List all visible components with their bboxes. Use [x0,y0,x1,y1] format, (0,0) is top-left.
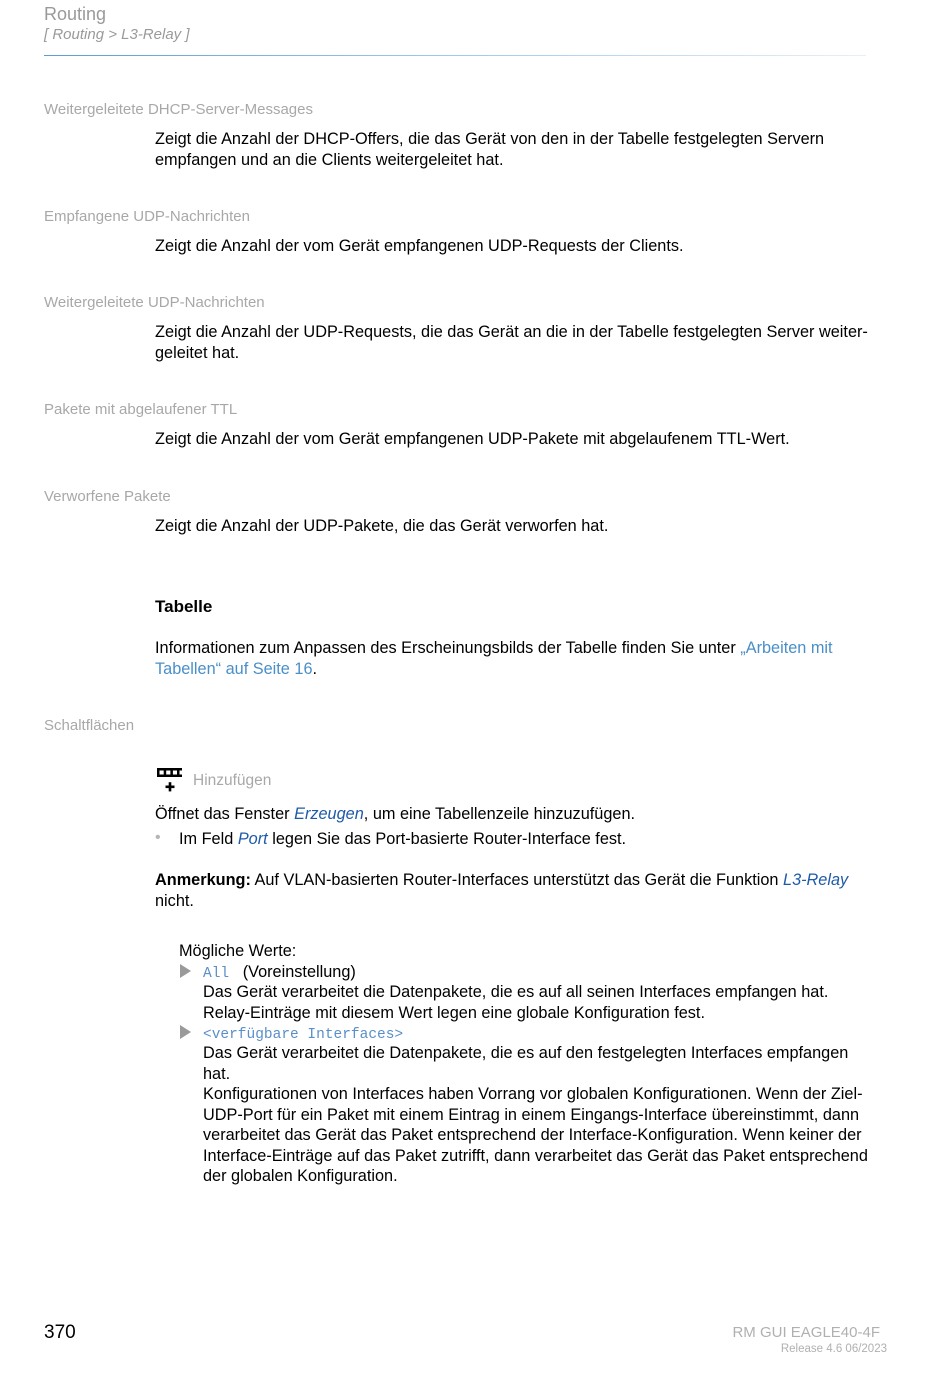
section-text-dropped: Zeigt die Anzahl der UDP-Pakete, die das Gerät verworfen hat. [155,517,609,535]
section-text-dhcp-forwarded: Zeigt die Anzahl der DHCP-Offers, die das Gerät von den in der Tabelle festgelegten Servern empfangen und an die Clients weitergeleitet hat. [155,130,825,169]
section-text-ttl-expired: Zeigt die Anzahl der vom Gerät empfangenen UDP-Pakete mit abgelaufenem TTL-Wert. [155,430,790,448]
value-interfaces-code: <verfügbare Interfaces> [203,1027,404,1043]
section-label-dhcp-forwarded: Weitergeleitete DHCP-Server-Messages [44,101,313,118]
bullet-dot: • [155,829,161,846]
note-label: Anmerkung: [155,871,251,889]
value-all: All (Voreinstellung) [203,963,356,982]
value-all-desc: Das Gerät verarbeitet die Datenpakete, die es auf all seinen Interfaces empfangen hat. Relay-Einträge mit diesem Wert legen eine globale Konfiguration fest. [203,983,829,1022]
breadcrumb: [ Routing > L3-Relay ] [44,26,190,43]
section-label-ttl-expired: Pakete mit abgelaufener TTL [44,401,238,418]
port-field-description: Im Feld Port legen Sie das Port-basierte Router-Interface fest. [179,830,627,848]
add-button-label[interactable]: Hinzufügen [193,772,272,789]
add-row-icon[interactable] [155,766,185,794]
table-heading: Tabelle [155,597,213,616]
triangle-bullet-icon [180,1025,191,1039]
document-id: RM GUI EAGLE40-4F [732,1324,880,1341]
triangle-bullet-icon [180,964,191,978]
value-all-code: All [203,966,230,982]
release-info: Release 4.6 06/2023 [780,1343,887,1355]
section-text-udp-forwarded: Zeigt die Anzahl der UDP-Requests, die das Gerät an die in der Tabelle festgelegten Server weiter-geleitet hat. [155,323,868,362]
section-label-dropped: Verworfene Pakete [44,488,171,505]
window-name-create: Erzeugen [294,805,364,823]
table-intro: Informationen zum Anpassen des Erscheinungsbilds der Tabelle finden Sie unter „Arbeiten mit Tabellen“ auf Seite 16. [155,639,833,678]
add-description: Öffnet das Fenster Erzeugen, um eine Tabellenzeile hinzuzufügen. [155,805,636,823]
buttons-label: Schaltflächen [44,717,135,734]
function-name-l3relay: L3-Relay [783,871,849,889]
table-help-link[interactable]: „Arbeiten mit [740,639,833,657]
table-help-link-cont[interactable]: Tabellen“ auf Seite 16 [155,659,313,678]
value-interfaces-desc: Das Gerät verarbeitet die Datenpakete, die es auf den festgelegten Interfaces empfangen hat. Konfigurationen von Interfaces haben Vorrang vor globalen Konfigurationen. Wenn der Ziel- UDP-Port für ein Paket mit einem Eintrag in einem Eingangs-Interface übereinstimmt, dann verarbeitet das Gerät das Paket entsprechend der Interface-Konfiguration. Wenn keiner der Interface-Einträge auf das Paket zutrifft, dann verarbeitet das Gerät das Paket entsprechend der globalen Konfiguration. [203,1044,868,1185]
header-title: Routing [44,4,107,24]
field-name-port: Port [237,830,268,848]
section-label-udp-forwarded: Weitergeleitete UDP-Nachrichten [44,294,265,311]
header-divider [44,55,866,56]
page-number: 370 [44,1322,76,1343]
section-text-udp-received: Zeigt die Anzahl der vom Gerät empfangenen UDP-Requests der Clients. [155,237,684,255]
section-label-udp-received: Empfangene UDP-Nachrichten [44,208,250,225]
note: Anmerkung: Auf VLAN-basierten Router-Interfaces unterstützt das Gerät die Funktion L3-Relay nicht. [155,871,849,910]
possible-values-label: Mögliche Werte: [179,942,297,960]
